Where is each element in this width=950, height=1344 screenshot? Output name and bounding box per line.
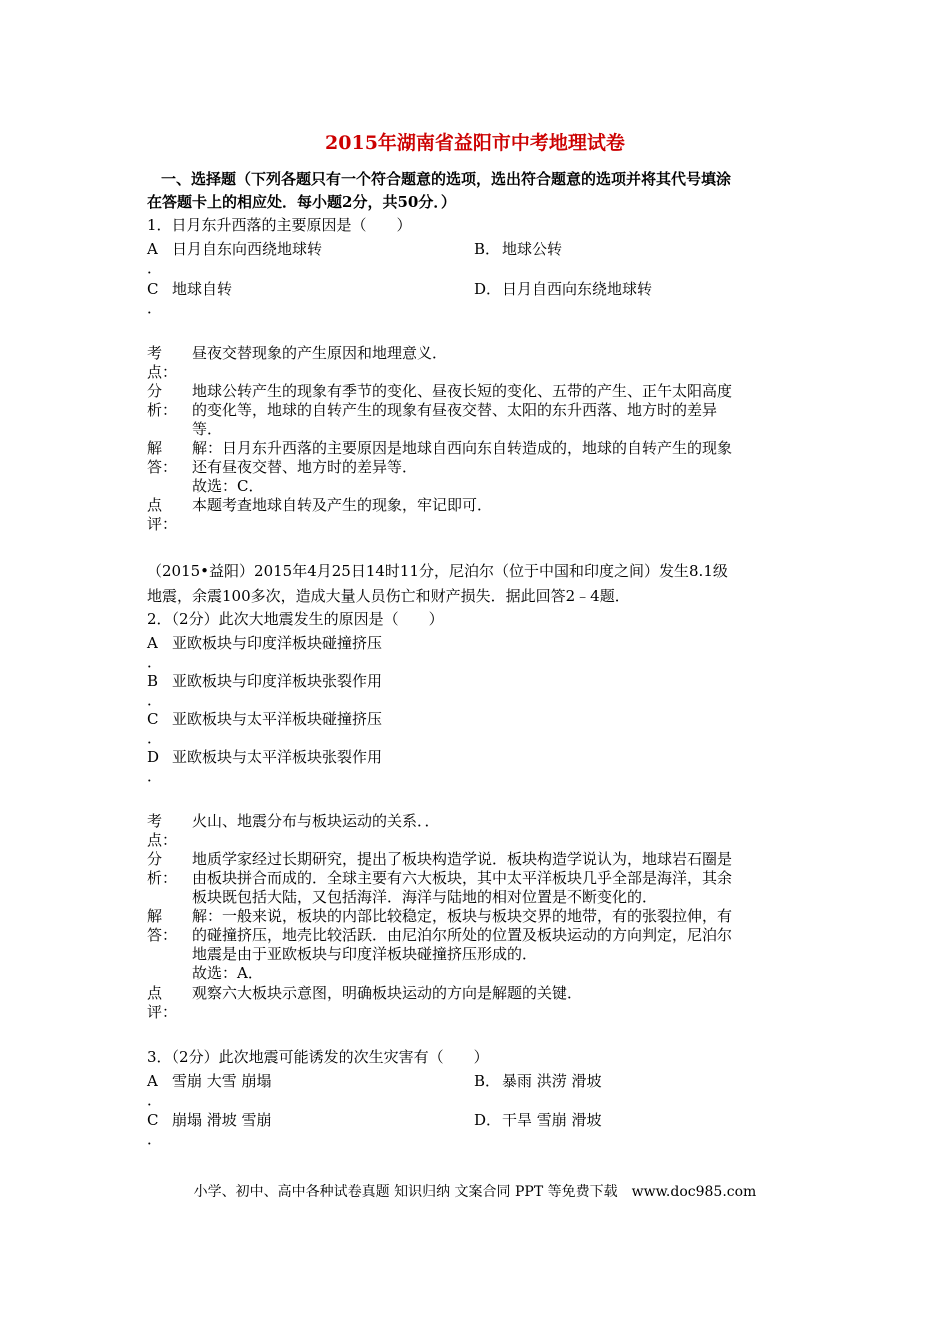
q1-jieda-line1: 解：日月东升西落的主要原因是地球自西向东自转造成的，地球的自转产生的现象 xyxy=(192,439,733,457)
q3-option-d-text: 干旱 雪崩 滑坡 xyxy=(502,1111,602,1129)
section-heading-line1: 一、选择题（下列各题只有一个符合题意的选项，选出符合题意的选项并将其代号填涂 xyxy=(161,170,732,188)
q2-fenxi-label-1: 分 xyxy=(147,850,163,868)
q1-option-c-text: 地球自转 xyxy=(172,280,233,298)
page-title: 2015年湖南省益阳市中考地理试卷 xyxy=(325,132,625,154)
q1-option-a-letter: A xyxy=(147,240,158,258)
q2-dianping-text: 观察六大板块示意图，明确板块运动的方向是解题的关键． xyxy=(192,984,583,1002)
q3-option-c-dot: ． xyxy=(147,1130,163,1148)
intro-line2: 地震，余震100多次，造成大量人员伤亡和财产损失．据此回答2﹣4题． xyxy=(147,587,630,605)
q3-option-a-text: 雪崩 大雪 崩塌 xyxy=(172,1072,272,1090)
q1-dianping-label-1: 点 xyxy=(147,496,163,514)
q2-jieda-line1: 解：一般来说，板块的内部比较稳定，板块与板块交界的地带，有的张裂拉伸，有 xyxy=(192,907,733,925)
q2-fenxi-label-2: 析： xyxy=(147,869,178,887)
q1-fenxi-line2: 的变化等，地球的自转产生的现象有昼夜交替、太阳的东升西落、地方时的差异 xyxy=(192,401,718,419)
q2-jieda-line3: 地震是由于亚欧板块与印度洋板块碰撞挤压形成的． xyxy=(192,945,538,963)
q1-fenxi-label-1: 分 xyxy=(147,382,163,400)
q2-jieda-label-2: 答： xyxy=(147,926,178,944)
q3-option-d-letter: D． xyxy=(474,1111,502,1129)
q3-option-a-letter: A xyxy=(147,1072,158,1090)
q1-fenxi-line1: 地球公转产生的现象有季节的变化、昼夜长短的变化、五带的产生、正午太阳高度 xyxy=(192,382,733,400)
q2-fenxi-line3: 板块既包括大陆，又包括海洋．海洋与陆地的相对位置是不断变化的． xyxy=(192,888,658,906)
q2-option-d-dot: ． xyxy=(147,767,163,785)
q2-option-c-dot: ． xyxy=(147,729,163,747)
q1-kaodian-label-1: 考 xyxy=(147,344,163,362)
q2-option-b-text: 亚欧板块与印度洋板块张裂作用 xyxy=(172,672,383,690)
q3-option-c-letter: C xyxy=(147,1111,159,1129)
q3-option-a-dot: ． xyxy=(147,1091,163,1109)
q1-dianping-label-2: 评： xyxy=(147,515,178,533)
question-3-stem: 3．（2分）此次地震可能诱发的次生灾害有（ ） xyxy=(147,1048,489,1066)
q1-dianping-text: 本题考查地球自转及产生的现象，牢记即可． xyxy=(192,496,493,514)
q3-option-b-letter: B． xyxy=(474,1072,501,1090)
q2-jieda-label-1: 解 xyxy=(147,907,163,925)
q1-option-a-text: 日月自东向西绕地球转 xyxy=(172,240,323,258)
q2-option-d-text: 亚欧板块与太平洋板块张裂作用 xyxy=(172,748,383,766)
question-2-stem: 2．（2分）此次大地震发生的原因是（ ） xyxy=(147,610,444,628)
q3-option-c-text: 崩塌 滑坡 雪崩 xyxy=(172,1111,272,1129)
q2-kaodian-label-1: 考 xyxy=(147,812,163,830)
q1-option-a-dot: ． xyxy=(147,259,163,277)
q2-fenxi-line1: 地质学家经过长期研究，提出了板块构造学说．板块构造学说认为，地球岩石圈是 xyxy=(192,850,733,868)
q1-fenxi-label-2: 析： xyxy=(147,401,178,419)
q2-option-a-dot: ． xyxy=(147,653,163,671)
section-heading-line2: 在答题卡上的相应处．每小题2分，共50分．） xyxy=(147,193,456,211)
q2-option-a-text: 亚欧板块与印度洋板块碰撞挤压 xyxy=(172,634,383,652)
q1-kaodian-label-2: 点： xyxy=(147,363,178,381)
q1-kaodian-text: 昼夜交替现象的产生原因和地理意义． xyxy=(192,344,448,362)
q2-option-a-letter: A xyxy=(147,634,158,652)
q1-option-c-dot: ． xyxy=(147,299,163,317)
q1-fenxi-line3: 等． xyxy=(192,420,223,438)
q1-option-d-text: 日月自西向东绕地球转 xyxy=(502,280,653,298)
q1-option-b-text: 地球公转 xyxy=(502,240,563,258)
q2-option-c-letter: C xyxy=(147,710,159,728)
q2-kaodian-label-2: 点： xyxy=(147,831,178,849)
question-1-stem: 1．日月东升西落的主要原因是（ ） xyxy=(147,216,412,234)
q1-option-c-letter: C xyxy=(147,280,159,298)
q2-option-c-text: 亚欧板块与太平洋板块碰撞挤压 xyxy=(172,710,383,728)
intro-line1: （2015•益阳）2015年4月25日14时11分，尼泊尔（位于中国和印度之间）发生8.1级 xyxy=(147,562,728,580)
q2-option-b-dot: ． xyxy=(147,691,163,709)
q2-option-d-letter: D xyxy=(147,748,160,766)
q2-jieda-line4: 故选：A． xyxy=(192,964,263,982)
q1-jieda-label-2: 答： xyxy=(147,458,178,476)
q2-dianping-label-2: 评： xyxy=(147,1003,178,1021)
q3-option-b-text: 暴雨 洪涝 滑坡 xyxy=(502,1072,602,1090)
q1-jieda-line2: 还有昼夜交替、地方时的差异等． xyxy=(192,458,418,476)
page-footer: 小学、初中、高中各种试卷真题 知识归纳 文案合同 PPT 等免费下载 www.doc985.com xyxy=(193,1184,757,1200)
q1-option-b-letter: B． xyxy=(474,240,501,258)
q2-jieda-line2: 的碰撞挤压，地壳比较活跃．由尼泊尔所处的位置及板块运动的方向判定，尼泊尔 xyxy=(192,926,733,944)
q1-jieda-label-1: 解 xyxy=(147,439,163,457)
q2-dianping-label-1: 点 xyxy=(147,984,163,1002)
q2-option-b-letter: B xyxy=(147,672,159,690)
q2-fenxi-line2: 由板块拼合而成的．全球主要有六大板块，其中太平洋板块几乎全部是海洋，其余 xyxy=(192,869,733,887)
q1-option-d-letter: D． xyxy=(474,280,502,298)
q1-jieda-line3: 故选：C． xyxy=(192,477,264,495)
q2-kaodian-text: 火山、地震分布与板块运动的关系．． xyxy=(192,812,440,830)
